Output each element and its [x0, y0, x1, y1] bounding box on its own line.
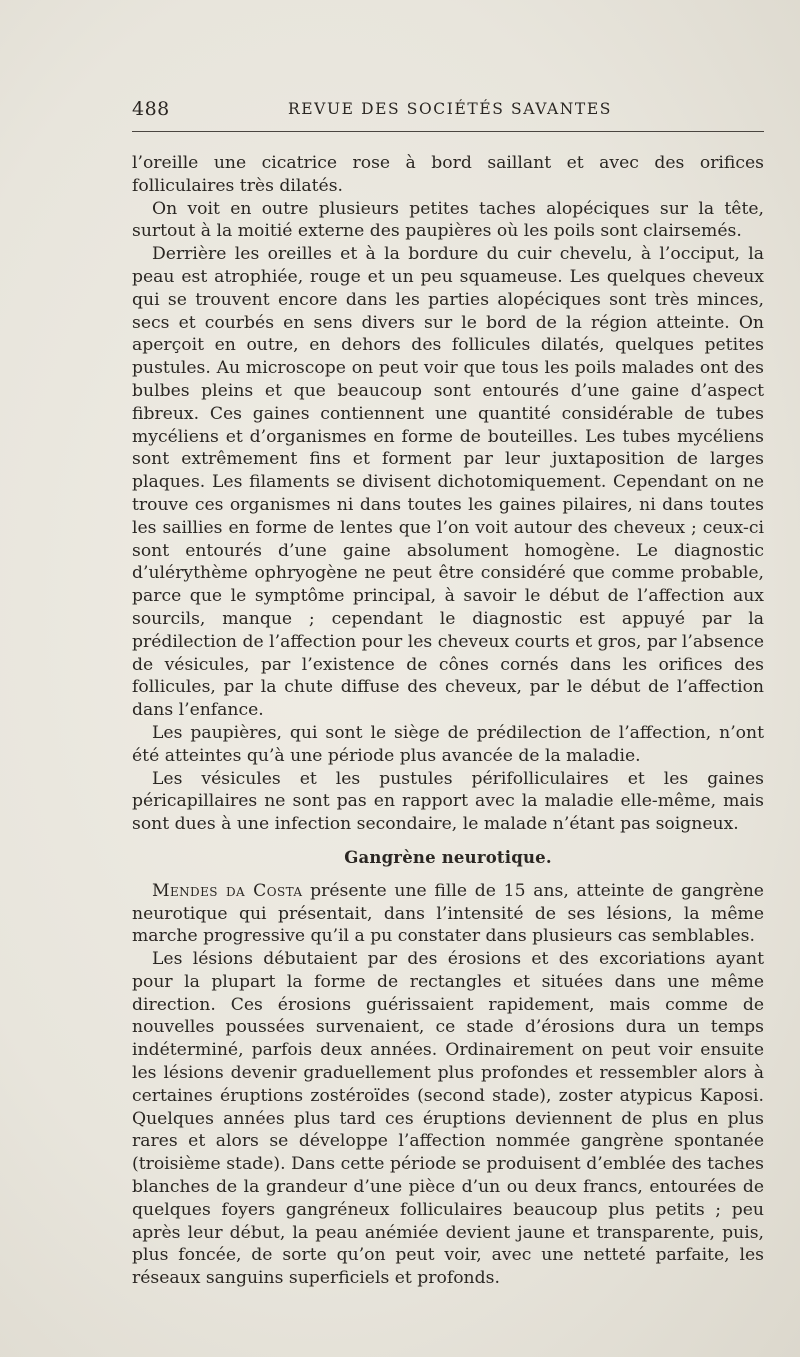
paragraph: Les vésicules et les pustules périfolliculaires et les gaines péricapillaires ne sont pas en rapport avec la maladie elle-même, mais sont dues à une infection secondaire, le malade n’étant pas soigneux.: [132, 768, 764, 835]
page-number: 488: [132, 98, 170, 120]
section-title: Gangrène neurotique.: [344, 847, 552, 867]
header-rule: [132, 131, 764, 132]
author-name: Mendes da Costa: [152, 880, 303, 901]
paragraph: On voit en outre plusieurs petites taches alopéciques sur la tête, surtout à la moitié externe des paupières où les poils sont clairsemés.: [132, 198, 764, 242]
paragraph: Les lésions débutaient par des érosions et des excoriations ayant pour la plupart la forme de rectangles et situées dans une même direction. Ces érosions guérissaient rapidement, mais comme de nouvelles poussées survenaient, ce stade d’érosions dura un temps indéterminé, parfois deux années. Ordinairement on peut voir ensuite les lésions devenir graduellement plus profondes et ressembler alors à certaines éruptions zostéroïdes (second stade), zoster atypicus Kaposi. Quelques années plus tard ces éruptions deviennent de plus en plus rares et alors se développe l’affection nommée gangrène spontanée (troisième stade). Dans cette période se produisent d’emblée des taches blanches de la grandeur d’une pièce d’un ou deux francs, entourées de quelques foyers gangréneux folliculaires beaucoup plus petits ; peu après leur début, la peau anémiée devient jaune et transparente, puis, plus foncée, de sorte qu’on peut voir, avec une netteté parfaite, les réseaux sanguins superficiels et profonds.: [132, 949, 764, 1289]
body-text: [132, 152, 764, 1290]
paragraph-text: présente une fille de 15 ans, atteinte de gangrène neurotique qui présentait, dans l’intensité de ses lésions, la même marche progressive qu’il a pu constater dans plusieurs cas semblables.: [132, 880, 764, 947]
paragraph: [132, 880, 764, 948]
page-header: [132, 98, 764, 124]
paragraph: l’oreille une cicatrice rose à bord saillant et avec des orifices folliculaires très dilatés.: [132, 153, 764, 196]
paragraph: Derrière les oreilles et à la bordure du cuir chevelu, à l’occiput, la peau est atrophiée, rouge et un peu squameuse. Les quelques cheveux qui se trouvent encore dans les parties alopéciques sont très minces, secs et courbés en sens divers sur le bord de la région atteinte. On aperçoit en outre, en dehors des follicules dilatés, quelques petites pustules. Au microscope on peut voir que tous les poils malades ont des bulbes pleins et que beaucoup sont entourés d’une gaine d’aspect fibreux. Ces gaines contiennent une quantité considérable de tubes mycéliens et d’organismes en forme de bouteilles. Les tubes mycéliens sont extrêmement fins et forment par leur juxtaposition de larges plaques. Les filaments se divisent dichotomiquement. Cependant on ne trouve ces organismes ni dans toutes les gaines pilaires, ni dans toutes les saillies en forme de lentes que l’on voit autour des cheveux ; ceux-ci sont entourés d’une gaine absolument homogène. Le diagnostic d’ulérythème ophryogène ne peut être considéré que comme probable, parce que le symptôme principal, à savoir le début de l’affection aux sourcils, manque ; cependant le diagnostic est appuyé par la prédilection de l’affection pour les cheveux courts et gros, par l’absence de vésicules, par l’existence de cônes cornés dans les orifices des follicules, par la chute diffuse des cheveux, par le début de l’affection dans l’enfance.: [132, 244, 764, 721]
paragraph: Les paupières, qui sont le siège de prédilection de l’affection, n’ont été atteintes qu’à une période plus avancée de la maladie.: [132, 722, 764, 766]
running-title: REVUE DES SOCIÉTÉS SAVANTES: [288, 100, 613, 118]
